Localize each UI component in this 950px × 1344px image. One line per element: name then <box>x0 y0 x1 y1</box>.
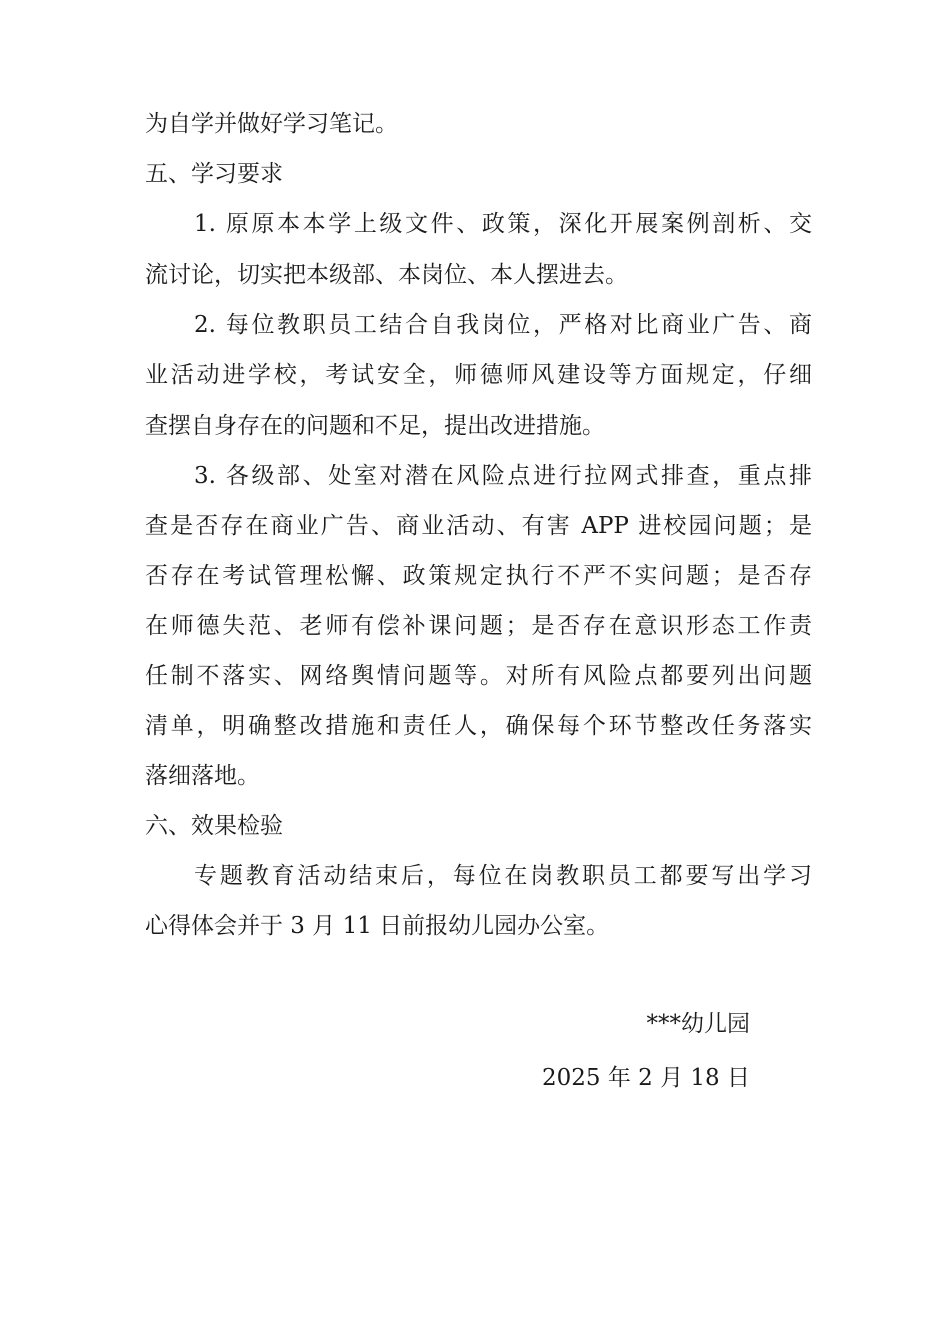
requirement-3-line-2: 查是否存在商业广告、商业活动、有害 APP 进校园问题；是 <box>145 513 812 539</box>
requirement-1-line-2: 流讨论，切实把本级部、本岗位、本人摆进去。 <box>145 262 628 288</box>
requirement-3-line-7: 落细落地。 <box>145 763 260 789</box>
requirement-3-line-1: 3. 各级部、处室对潜在风险点进行拉网式排查，重点排 <box>194 463 812 489</box>
requirement-2-line-2: 业活动进学校，考试安全，师德师风建设等方面规定，仔细 <box>145 362 812 388</box>
effect-check-line-1: 专题教育活动结束后，每位在岗教职员工都要写出学习 <box>194 863 812 889</box>
requirement-2-line-3: 查摆自身存在的问题和不足，提出改进措施。 <box>145 413 605 439</box>
effect-check-line-2: 心得体会并于 3 月 11 日前报幼儿园办公室。 <box>145 913 610 939</box>
requirement-3-line-3: 否存在考试管理松懈、政策规定执行不严不实问题；是否存 <box>145 563 812 589</box>
signature-date: 2025 年 2 月 18 日 <box>542 1065 750 1091</box>
requirement-1-line-1: 1. 原原本本学上级文件、政策，深化开展案例剖析、交 <box>194 211 812 237</box>
requirement-3-line-5: 任制不落实、网络舆情问题等。对所有风险点都要列出问题 <box>145 663 812 689</box>
requirement-3-line-4: 在师德失范、老师有偿补课问题；是否存在意识形态工作责 <box>145 613 812 639</box>
section-heading-effect-check: 六、效果检验 <box>145 813 283 839</box>
section-heading-study-requirements: 五、学习要求 <box>145 161 283 187</box>
requirement-3-line-6: 清单，明确整改措施和责任人，确保每个环节整改任务落实 <box>145 713 812 739</box>
paragraph-continuation: 为自学并做好学习笔记。 <box>145 111 398 137</box>
requirement-2-line-1: 2. 每位教职员工结合自我岗位，严格对比商业广告、商 <box>194 312 812 338</box>
signature-organization: ***幼儿园 <box>646 1011 750 1037</box>
